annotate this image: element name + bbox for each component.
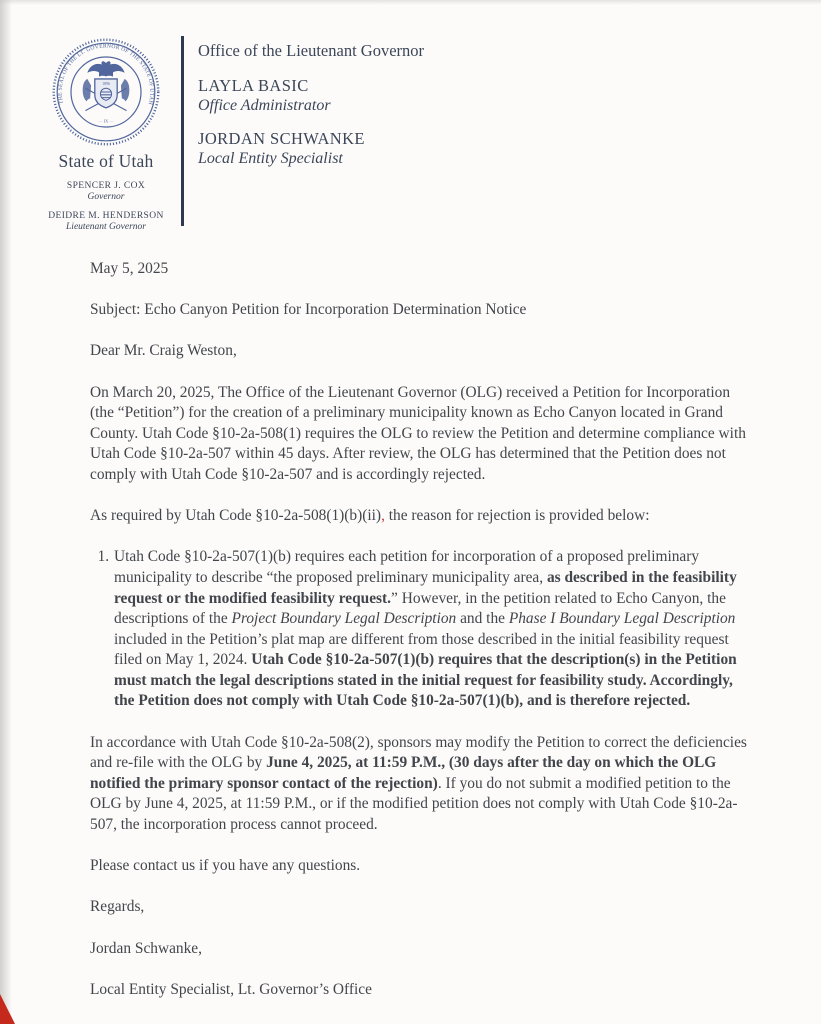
paragraph-intro: On March 20, 2025, The Office of the Lieutenant Governor (OLG) received a Petition for Incorporation (the “Petition”) for the creation of a preliminary municipality known as Echo Canyon located in Grand County. Utah Code §10-2a-508(1) requires the OLG to review the Petition and determine compliance with Utah Code §10-2a-507 within 45 days. After review, the OLG has determined that the Petition does not comply with Utah Code §10-2a-507 and is accordingly rejected. [90,383,746,483]
governor-name: SPENCER J. COX [66,181,146,191]
letter-body [90,259,747,1000]
closing: Regards, [90,898,145,916]
contact-title: Local Entity Specialist [198,150,343,167]
contact-name: JORDAN SCHWANKE [198,129,365,148]
state-name: State of Utah [58,151,154,171]
seal-emblem [83,61,130,110]
subject-line: Subject: Echo Canyon Petition for Incorporation Determination Notice [90,301,527,319]
seal-year: 1896 [102,82,110,87]
paragraph-contact: Please contact us if you have any questions. [90,857,361,875]
paragraph-remedy: In accordance with Utah Code §10-2a-508(2), sponsors may modify the Petition to correct the deficiencies and re-file with the OLG by June 4, 2025, at 11:59 P.M., (30 days after the day on which the OLG notified the primary sponsor contact of the rejection). If you do not submit a modified petition to the OLG by June 4, 2025, at 11:59 P.M., or if the modified petition does not comply with Utah Code §10-2a-507, the incorporation process cannot proceed. [90,733,747,834]
utah-lt-governor-seal-icon [50,36,162,148]
rejection-reasons-list [90,547,747,712]
seal-bottom-mark: ··· IX ··· [98,118,114,124]
photo-corner-red-sliver [0,994,15,1024]
paragraph-reason-lead: As required by Utah Code §10-2a-508(1)(b)(ii), the reason for rejection is provided below: [90,507,650,525]
office-name: Office of the Lieutenant Governor [198,41,425,60]
salutation: Dear Mr. Craig Weston, [90,342,237,360]
contact-title: Office Administrator [198,97,331,114]
governor-title: Governor [87,192,125,202]
signature-title: Local Entity Specialist, Lt. Governor’s Office [90,980,372,998]
date-line: May 5, 2025 [90,260,169,277]
letterhead-divider [181,36,184,226]
contact-office-administrator [198,76,424,115]
signature-name: Jordan Schwanke, [90,939,202,957]
letterhead [0,0,821,232]
rejection-reason-item: 1. Utah Code §10-2a-507(1)(b) requires each petition for incorporation of a proposed preliminary municipality to describe “the proposed preliminary municipality area, as described in the feasibility request or the modified feasibility request.” However, in the petition related to Echo Canyon, the descriptions of the Project Boundary Legal Description and the Phase I Boundary Legal Description included in the Petition’s plat map are different from those described in the initial feasibility request filed on May 1, 2024. Utah Code §10-2a-507(1)(b) requires that the description(s) in the Petition must match the legal descriptions stated in the initial request for feasibility study. Accordingly, the Petition does not comply with Utah Code §10-2a-507(1)(b), and is therefore rejected. [113,547,747,712]
contact-local-entity-specialist [198,129,424,168]
letterhead-left-column [48,36,164,232]
contact-name: LAYLA BASIC [198,76,309,95]
seal-ring-text: THE SEAL OF THE LT. GOVERNOR OF THE STATE OF UTAH [57,43,155,106]
letterhead-right-column [198,36,424,232]
seal-eagle-icon [87,61,124,76]
lt-governor-name: DEIDRE M. HENDERSON [48,211,164,221]
lt-governor-title: Lieutenant Governor [66,222,146,232]
